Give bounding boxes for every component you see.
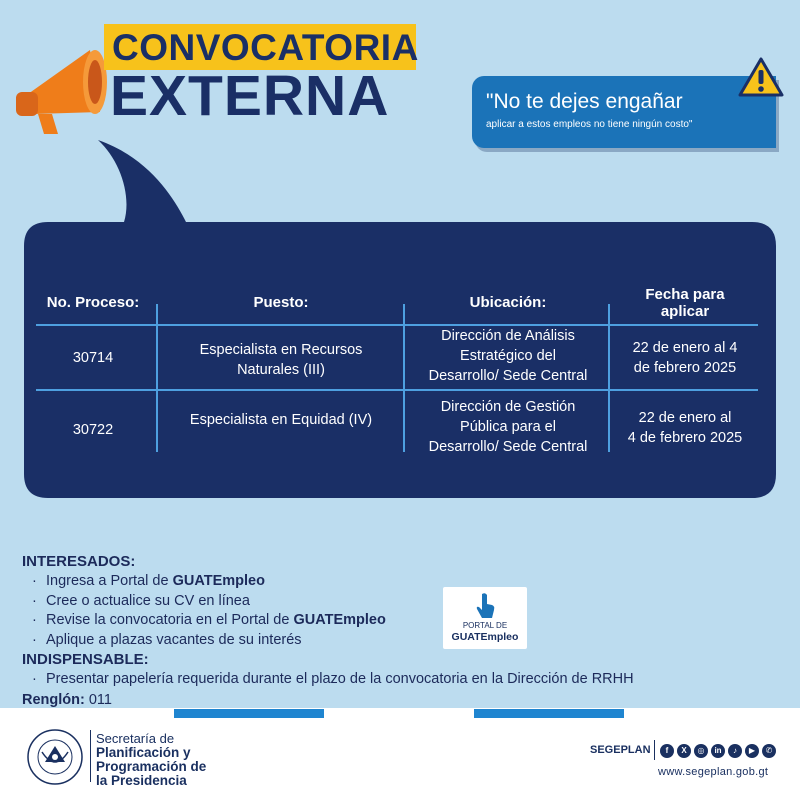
row1-ubicacion: Dirección de Análisis Estratégico del Desarrollo/ Sede Central [428,328,588,384]
job-table [24,222,776,498]
row1-puesto: Especialista en Recursos Naturales (III) [199,342,363,378]
row2-proceso: 30722 [72,422,114,438]
footer-divider [90,730,91,782]
linkedin-icon[interactable]: in [711,744,725,758]
info-section [22,552,634,710]
row2-ubicacion: Dirección de Gestión Pública para el Desarrollo/ Sede Central [428,399,588,455]
guatempleo-portal-logo[interactable] [443,587,527,649]
row1-proceso: 30714 [72,350,114,366]
header-fecha: Fecha para aplicar [645,286,725,320]
bullet-item: · Revise la convocatoria en el Portal de GUATEmpleo [32,612,386,628]
website-link[interactable]: www.segeplan.gob.gt [658,766,769,778]
title-line-1: CONVOCATORIA [112,27,419,68]
indispensable-label: INDISPENSABLE: [22,651,149,668]
facebook-icon[interactable]: f [660,744,674,758]
header-puesto: Puesto: [253,294,309,311]
x-icon[interactable]: X [677,744,691,758]
org-name-line2: Planificación y [96,745,191,760]
guatemala-seal-icon [26,728,84,786]
divider-row [36,389,758,391]
instagram-icon[interactable]: ◎ [694,744,708,758]
bullet-item: · Aplique a plazas vacantes de su interés [32,631,302,648]
portal-logo-line2: GUATEmpleo [451,631,519,643]
footer-stripe-left [174,709,324,718]
pointer-hand-icon [474,592,496,620]
renglon: Renglón: 011 [22,691,112,708]
title-line-2: EXTERNA [110,64,390,128]
org-name-line4: la Presidencia [96,773,187,788]
whatsapp-icon[interactable]: ✆ [762,744,776,758]
youtube-icon[interactable]: ▶ [745,744,759,758]
interesados-label: INTERESADOS: [22,553,136,570]
tiktok-icon[interactable]: ♪ [728,744,742,758]
header-ubicacion: Ubicación: [469,294,547,311]
indispensable-item: · Presentar papelería requerida durante el plazo de la convocatoria en la Dirección de RRHH [32,671,634,687]
brand-separator [654,740,655,760]
portal-logo-line1: PORTAL DE [462,621,508,630]
row1-fecha: 22 de enero al 4 de febrero 2025 [632,340,738,376]
divider-header [36,324,758,326]
row2-puesto: Especialista en Equidad (IV) [189,412,373,428]
footer-stripe-right [474,709,624,718]
org-name-line3: Programación de [96,759,207,774]
notice-sub-text: aplicar a estos empleos no tiene ningún costo" [486,119,693,130]
bullet-item: · Cree o actualice su CV en línea [32,592,250,609]
org-name-line1: Secretaría de [96,731,175,746]
segeplan-brand: SEGEPLAN [590,744,651,756]
notice-main-text: "No te dejes engañar [486,90,683,113]
row2-fecha: 22 de enero al 4 de febrero 2025 [627,410,743,446]
header-proceso: No. Proceso: [46,294,140,311]
bullet-item: · Ingresa a Portal de GUATEmpleo [32,573,265,589]
